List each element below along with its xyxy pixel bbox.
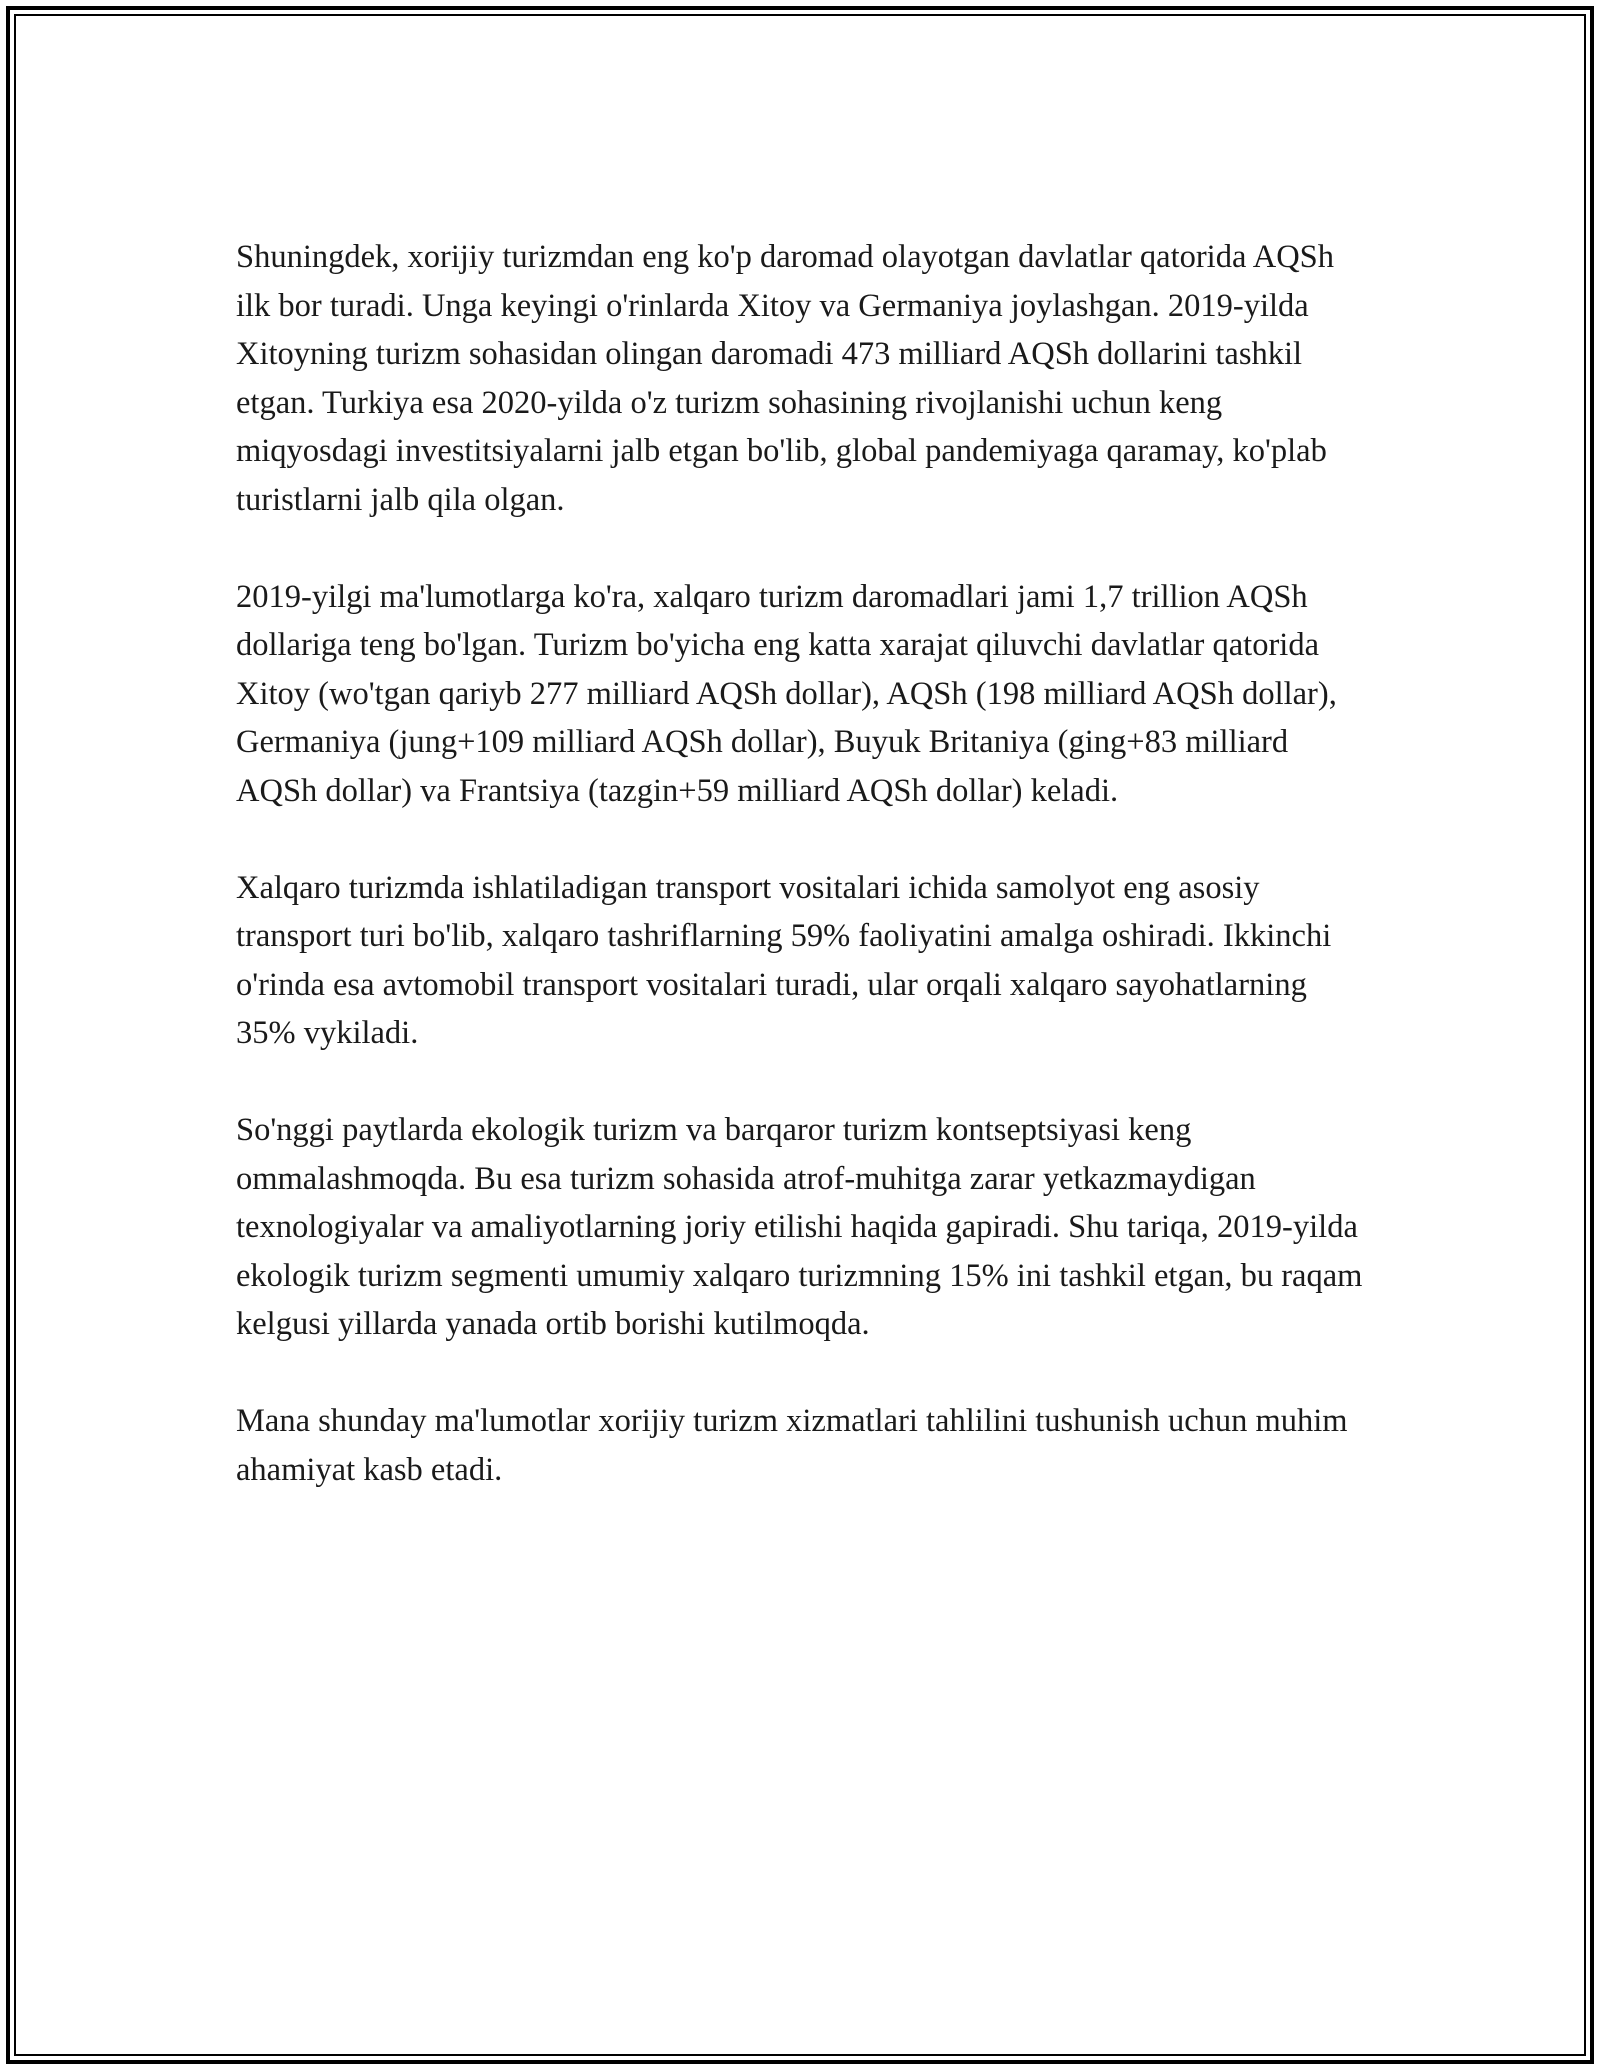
document-body (236, 233, 1366, 1494)
paragraph-2: 2019-yilgi ma'lumotlarga ko'ra, xalqaro turizm daromadlari jami 1,7 trillion AQSh dollariga teng bo'lgan. Turizm bo'yicha eng katta xarajat qiluvchi davlatlar qatorida Xitoy (wo'tgan qariyb 277 milliard AQSh dollar), AQSh (198 milliard AQSh dollar), Germaniya (jung+109 milliard AQSh dollar), Buyuk Britaniya (ging+83 milliard AQSh dollar) va Frantsiya (tazgin+59 milliard AQSh dollar) keladi. (236, 578, 1337, 809)
paragraph-3: Xalqaro turizmda ishlatiladigan transport vositalari ichida samolyot eng asosiy transport turi bo'lib, xalqaro tashriflarning 59% faoliyatini amalga oshiradi. Ikkinchi o'rinda esa avtomobil transport vositalari turadi, ular orqali xalqaro sayohatlarning 35% vykiladi. (236, 869, 1332, 1051)
paragraph-5: Mana shunday ma'lumotlar xorijiy turizm xizmatlari tahlilini tushunish uchun muhim ahamiyat kasb etadi. (236, 1403, 1348, 1488)
paragraph-1: Shuningdek, xorijiy turizmdan eng ko'p daromad olayotgan davlatlar qatorida AQSh ilk bor turadi. Unga keyingi o'rinlarda Xitoy va Germaniya joylashgan. 2019-yilda Xitoyning turizm sohasidan olingan daromadi 473 milliard AQSh dollarini tashkil etgan. Turkiya esa 2020-yilda o'z turizm sohasining rivojlanishi uchun keng miqyosdagi investitsiyalarni jalb etgan bo'lib, global pandemiyaga qaramay, ko'plab turistlarni jalb qila olgan. (236, 239, 1334, 518)
paragraph-4: So'nggi paytlarda ekologik turizm va barqaror turizm kontseptsiyasi keng ommalashmoqda. Bu esa turizm sohasida atrof-muhitga zarar yetkazmaydigan texnologiyalar va amaliyotlarning joriy etilishi haqida gapiradi. Shu tariqa, 2019-yilda ekologik turizm segmenti umumiy xalqaro turizmning 15% ini tashkil etgan, bu raqam kelgusi yillarda yanada ortib borishi kutilmoqda. (236, 1112, 1363, 1342)
